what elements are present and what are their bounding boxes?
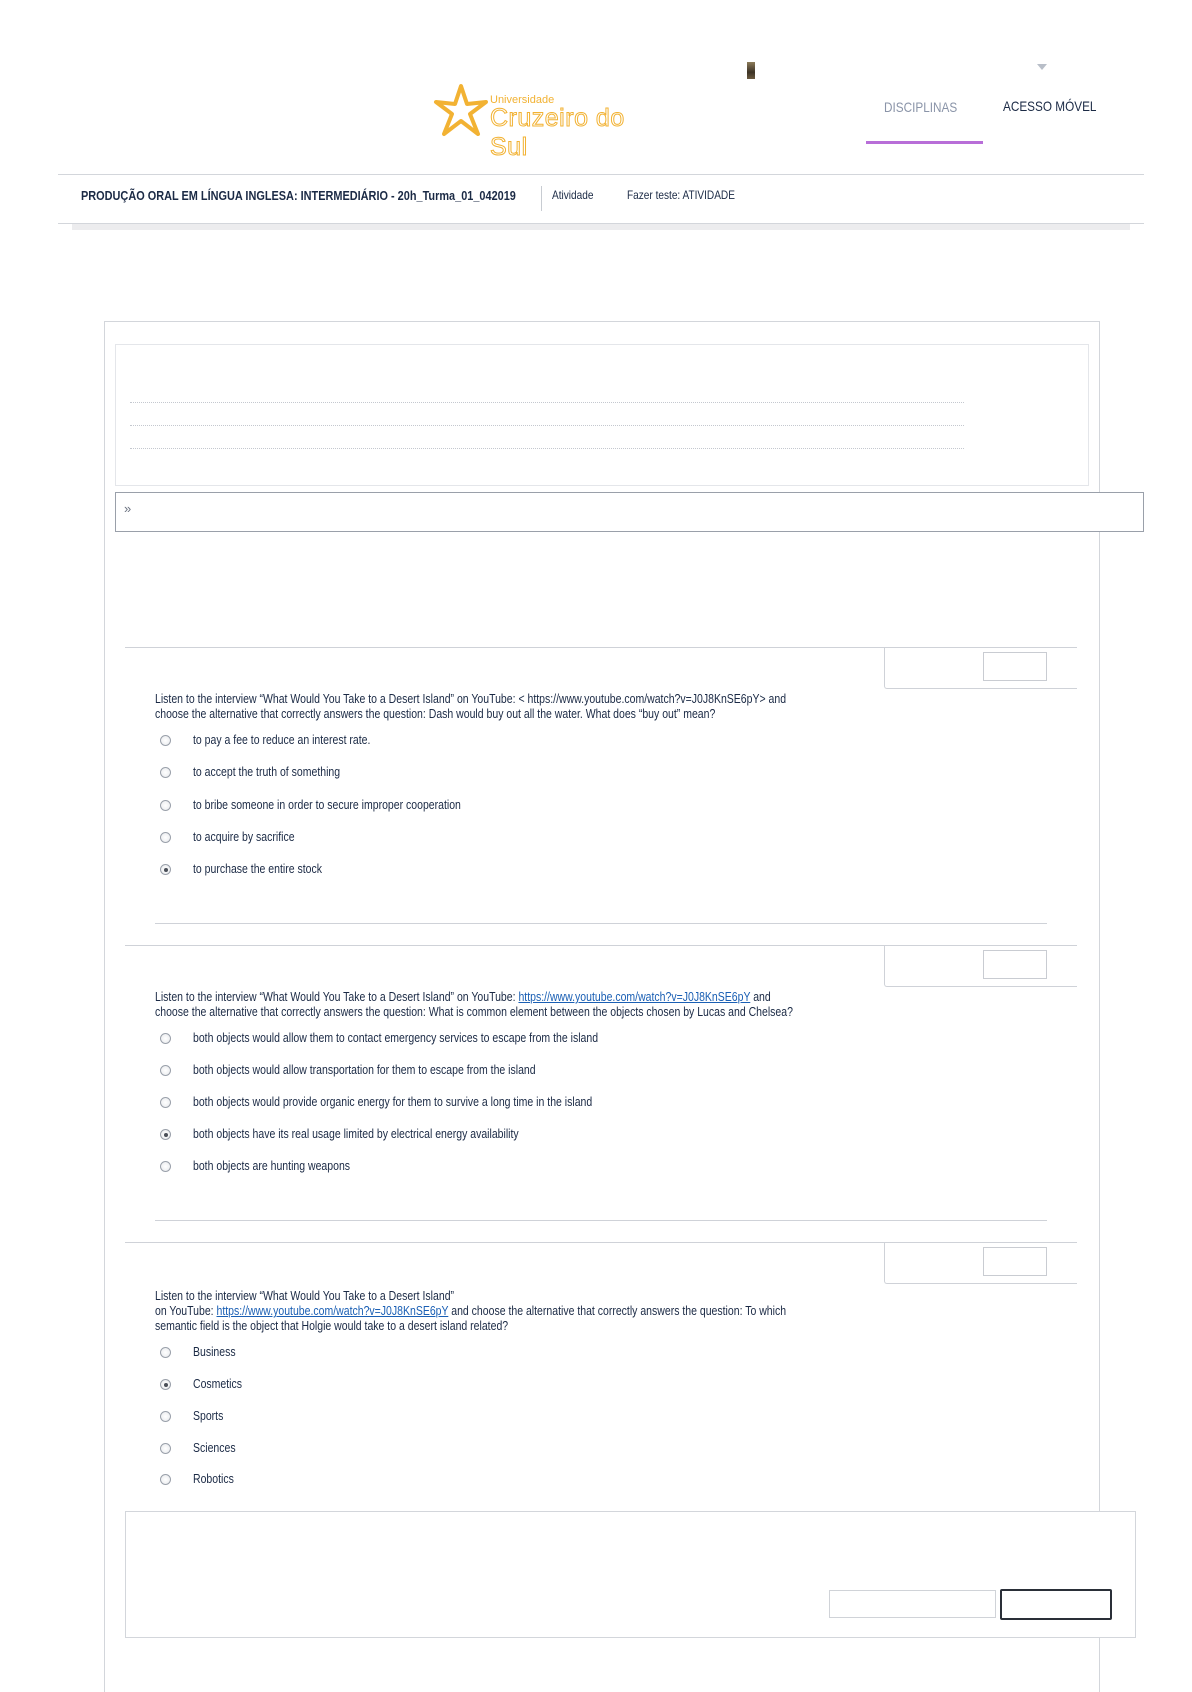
points-field bbox=[983, 950, 1047, 979]
radio-button[interactable] bbox=[160, 1033, 171, 1044]
divider bbox=[58, 174, 1144, 175]
test-info-panel bbox=[115, 344, 1089, 486]
question-text: Listen to the interview “What Would You Take to a Desert Island” on YouTube: < https://www.youtube.com/watch?v=J0J8KnSE6pY> and choose the alternative that correctly answers the question: Dash would buy out all the water. What does “buy out” mean? bbox=[155, 692, 787, 721]
radio-button[interactable] bbox=[160, 767, 171, 778]
question-points-box bbox=[884, 1243, 1077, 1284]
question-points-box bbox=[884, 946, 1077, 987]
radio-button-checked[interactable] bbox=[160, 1379, 171, 1390]
user-avatar[interactable] bbox=[747, 62, 755, 79]
breadcrumb-separator bbox=[541, 186, 542, 211]
save-all-answers-button[interactable] bbox=[829, 1590, 996, 1618]
info-row-divider bbox=[130, 425, 964, 426]
radio-button-checked[interactable] bbox=[160, 1129, 171, 1140]
double-chevron-down-icon: » bbox=[124, 501, 132, 516]
nav-acesso-movel[interactable]: ACESSO MÓVEL bbox=[1003, 98, 1097, 114]
radio-button[interactable] bbox=[160, 1474, 171, 1485]
question-text: Listen to the interview “What Would You Take to a Desert Island” on YouTube: https://www.youtube.com/watch?v=J0J8KnSE6pY and choose the alternative that correctly answers the question: To which semantic field is the object that Holgie would take to a desert island related? bbox=[155, 1289, 787, 1333]
radio-button[interactable] bbox=[160, 800, 171, 811]
question-text: Listen to the interview “What Would You Take to a Desert Island” on YouTube: https://www.youtube.com/watch?v=J0J8KnSE6pY and choose the alternative that correctly answers the question: What is common element between the objects chosen by Lucas and Chelsea? bbox=[155, 990, 793, 1019]
radio-button[interactable] bbox=[160, 1411, 171, 1422]
youtube-link[interactable]: https://www.youtube.com/watch?v=J0J8KnSE6pY bbox=[518, 990, 751, 1004]
radio-button[interactable] bbox=[160, 1097, 171, 1108]
breadcrumb-course[interactable]: PRODUÇÃO ORAL EM LÍNGUA INGLESA: INTERMEDIÁRIO - 20h_Turma_01_042019 bbox=[81, 188, 516, 203]
info-row-divider bbox=[130, 402, 964, 403]
question-points-box bbox=[884, 648, 1077, 689]
question-end-divider bbox=[155, 1220, 1047, 1221]
submit-panel bbox=[125, 1511, 1136, 1638]
star-logo-icon bbox=[432, 82, 490, 138]
radio-button[interactable] bbox=[160, 735, 171, 746]
points-field bbox=[983, 1247, 1047, 1276]
info-row-divider bbox=[130, 448, 964, 449]
radio-button[interactable] bbox=[160, 1347, 171, 1358]
radio-button[interactable] bbox=[160, 1065, 171, 1076]
breadcrumb-activity[interactable]: Atividade bbox=[552, 188, 594, 202]
radio-button[interactable] bbox=[160, 1161, 171, 1172]
radio-button[interactable] bbox=[160, 832, 171, 843]
instructions-toggle[interactable] bbox=[115, 492, 1144, 532]
header-shadow bbox=[72, 224, 1130, 230]
logo-brand-text: Cruzeiro do Sul bbox=[490, 104, 625, 161]
logo-small-text: Universidade bbox=[490, 94, 555, 106]
radio-button-checked[interactable] bbox=[160, 864, 171, 875]
radio-button[interactable] bbox=[160, 1443, 171, 1454]
youtube-link[interactable]: https://www.youtube.com/watch?v=J0J8KnSE6pY bbox=[216, 1304, 449, 1318]
caret-down-icon[interactable] bbox=[1037, 64, 1047, 70]
question-end-divider bbox=[155, 923, 1047, 924]
points-field bbox=[983, 652, 1047, 681]
university-logo[interactable] bbox=[432, 82, 667, 161]
nav-disciplinas[interactable]: DISCIPLINAS bbox=[884, 99, 958, 115]
breadcrumb-test: Fazer teste: ATIVIDADE bbox=[627, 188, 735, 202]
submit-button[interactable] bbox=[1000, 1589, 1112, 1620]
active-nav-indicator bbox=[866, 141, 983, 144]
